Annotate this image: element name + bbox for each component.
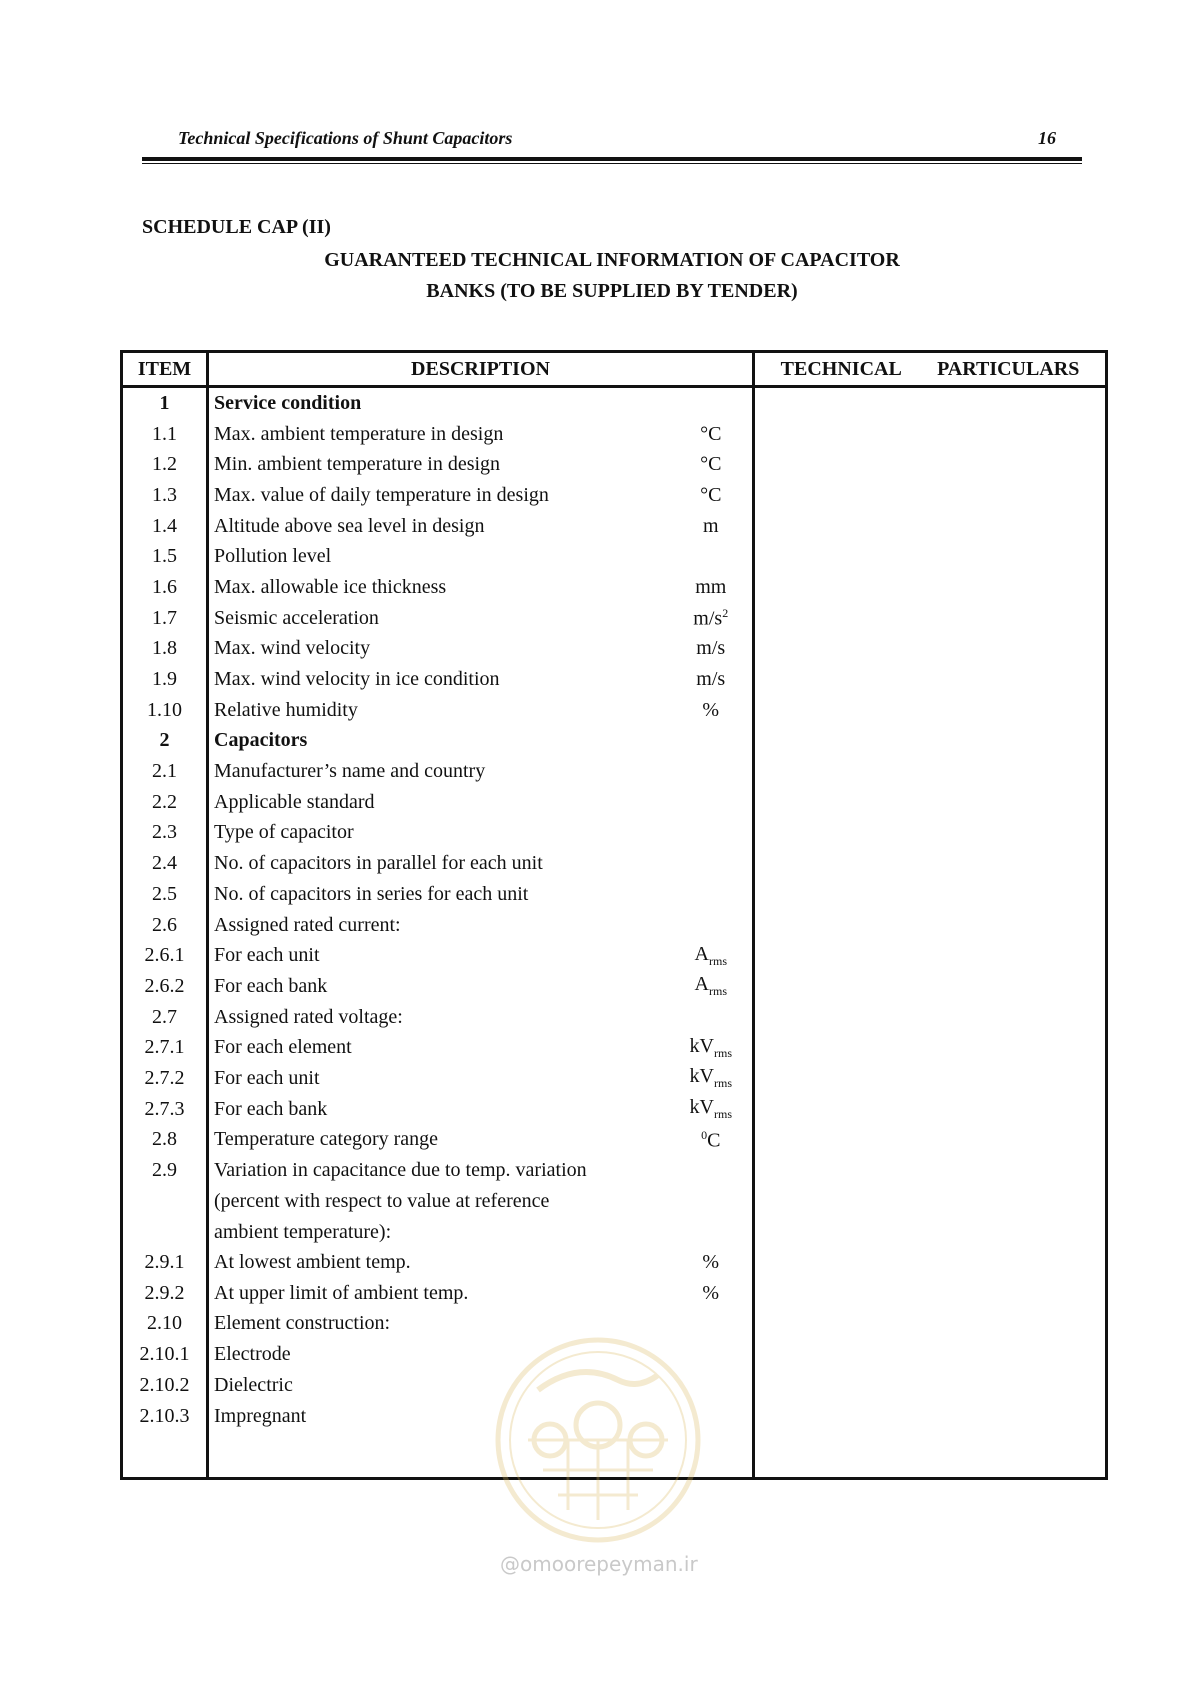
technical-particulars-cell[interactable]: [754, 756, 1107, 787]
item-number: 2.10: [122, 1309, 208, 1340]
item-description: For each bank: [208, 1094, 670, 1125]
table-row: [122, 1247, 1107, 1278]
table-row: [122, 726, 1107, 757]
item-description: Assigned rated voltage:: [208, 1002, 670, 1033]
title-line-1: GUARANTEED TECHNICAL INFORMATION OF CAPACITOR: [324, 249, 900, 271]
page-number: 16: [1038, 128, 1056, 148]
item-description: At lowest ambient temp.: [208, 1247, 670, 1278]
item-unit: [670, 1247, 754, 1278]
table-row: [122, 449, 1107, 480]
item-description: No. of capacitors in parallel for each unit: [208, 848, 670, 879]
technical-particulars-cell[interactable]: [754, 1247, 1107, 1278]
technical-particulars-cell[interactable]: [754, 511, 1107, 542]
item-number: 2.7.1: [122, 1032, 208, 1063]
table-row: [122, 1155, 1107, 1247]
unit-symbol: %: [702, 698, 720, 721]
item-description: For each element: [208, 1032, 670, 1063]
item-description: For each unit: [208, 1063, 670, 1094]
item-description: Max. wind velocity in ice condition: [208, 664, 670, 695]
item-description: Seismic acceleration: [208, 603, 670, 634]
item-description: Dielectric: [208, 1370, 670, 1401]
item-description: Pollution level: [208, 541, 670, 572]
item-description: Relative humidity: [208, 695, 670, 726]
item-number: 2.6.1: [122, 940, 208, 971]
table-row: [122, 664, 1107, 695]
item-unit: [670, 634, 754, 665]
description-line: Variation in capacitance due to temp. variation: [214, 1159, 587, 1182]
unit-subscript: rms: [708, 984, 727, 999]
item-unit: [670, 848, 754, 879]
unit-prefix-superscript: 0: [701, 1127, 708, 1142]
item-description: Assigned rated current:: [208, 910, 670, 941]
unit-subscript: rms: [713, 1045, 732, 1060]
item-unit: [670, 1032, 754, 1063]
technical-particulars-cell[interactable]: [754, 1094, 1107, 1125]
item-unit: [670, 971, 754, 1002]
item-number: 2.8: [122, 1125, 208, 1156]
item-number: 1.1: [122, 419, 208, 450]
item-unit: [670, 449, 754, 480]
item-description: Electrode: [208, 1339, 670, 1370]
unit-symbol: m/s: [693, 607, 723, 630]
technical-particulars-cell[interactable]: [754, 971, 1107, 1002]
item-description: Max. allowable ice thickness: [208, 572, 670, 603]
technical-particulars-cell[interactable]: [754, 879, 1107, 910]
technical-particulars-cell[interactable]: [754, 480, 1107, 511]
item-number: 1.9: [122, 664, 208, 695]
table-row: [122, 634, 1107, 665]
item-unit: [670, 664, 754, 695]
title-line-2: BANKS (TO BE SUPPLIED BY TENDER): [426, 280, 798, 302]
technical-particulars-cell[interactable]: [754, 1032, 1107, 1063]
table-header-row: [122, 352, 1107, 387]
watermark-logo: [488, 1330, 708, 1550]
item-number: 2.2: [122, 787, 208, 818]
technical-particulars-cell[interactable]: [754, 818, 1107, 849]
item-number: 2.10.3: [122, 1401, 208, 1432]
item-unit: [670, 787, 754, 818]
header-rule-thick: [142, 157, 1082, 161]
page-header: [142, 128, 1082, 150]
item-number: 2.9: [122, 1155, 208, 1247]
table-row: [122, 910, 1107, 941]
item-number: 1.4: [122, 511, 208, 542]
technical-particulars-cell[interactable]: [754, 634, 1107, 665]
unit-symbol: m/s: [696, 668, 726, 691]
item-unit: [670, 695, 754, 726]
unit-symbol: °C: [700, 422, 722, 445]
header-rule-thin: [142, 163, 1082, 164]
item-description: At upper limit of ambient temp.: [208, 1278, 670, 1309]
item-description: For each unit: [208, 940, 670, 971]
header-title: Technical Specifications of Shunt Capacitors: [178, 128, 513, 148]
unit-symbol: °C: [700, 453, 722, 476]
technical-particulars-cell[interactable]: [754, 1339, 1107, 1370]
technical-particulars-cell[interactable]: [754, 1370, 1107, 1401]
technical-particulars-cell[interactable]: [754, 387, 1107, 419]
item-unit: [670, 818, 754, 849]
specification-table: [120, 350, 1108, 1480]
table-body: [122, 387, 1107, 1479]
item-number: 2.9.2: [122, 1278, 208, 1309]
item-number: 1.5: [122, 541, 208, 572]
table-row: [122, 511, 1107, 542]
item-unit: [670, 480, 754, 511]
item-description: Temperature category range: [208, 1125, 670, 1156]
technical-particulars-cell[interactable]: [754, 726, 1107, 757]
item-number: 1.7: [122, 603, 208, 634]
unit-subscript: rms: [713, 1076, 732, 1091]
table-row: [122, 1094, 1107, 1125]
technical-particulars-cell[interactable]: [754, 695, 1107, 726]
item-description: Max. value of daily temperature in design: [208, 480, 670, 511]
table-row: [122, 971, 1107, 1002]
unit-symbol: kV: [689, 1034, 714, 1057]
table-row: [122, 756, 1107, 787]
item-description: No. of capacitors in series for each unit: [208, 879, 670, 910]
item-unit: [670, 879, 754, 910]
item-unit: [670, 940, 754, 971]
unit-symbol: m: [702, 514, 719, 537]
technical-particulars-cell[interactable]: [754, 1309, 1107, 1340]
item-description: Min. ambient temperature in design: [208, 449, 670, 480]
table-row: [122, 480, 1107, 511]
item-description: Impregnant: [208, 1401, 670, 1432]
item-description: Altitude above sea level in design: [208, 511, 670, 542]
technical-particulars-cell[interactable]: [754, 1125, 1107, 1156]
table-row: [122, 419, 1107, 450]
item-number: 2.1: [122, 756, 208, 787]
table-row: [122, 1063, 1107, 1094]
unit-subscript: rms: [708, 953, 727, 968]
description-line: ambient temperature):: [214, 1220, 392, 1243]
item-description: Element construction:: [208, 1309, 670, 1340]
unit-subscript: rms: [713, 1107, 732, 1122]
table-row: [122, 1278, 1107, 1309]
unit-symbol: m/s: [696, 637, 726, 660]
item-number: 2.9.1: [122, 1247, 208, 1278]
item-description: [208, 1155, 670, 1247]
technical-particulars-cell[interactable]: [754, 1155, 1107, 1247]
tech-header-word-1: TECHNICAL: [780, 357, 902, 380]
item-unit: [670, 1094, 754, 1125]
tech-header-word-2: PARTICULARS: [937, 357, 1080, 380]
table-row: [122, 695, 1107, 726]
item-number: 1.8: [122, 634, 208, 665]
item-description: Type of capacitor: [208, 818, 670, 849]
item-number: 1.6: [122, 572, 208, 603]
item-unit: [670, 1125, 754, 1156]
technical-particulars-cell[interactable]: [754, 541, 1107, 572]
technical-particulars-cell[interactable]: [754, 910, 1107, 941]
item-unit: [670, 1063, 754, 1094]
table-row: [122, 572, 1107, 603]
item-number: 2.7: [122, 1002, 208, 1033]
unit-superscript: 2: [722, 605, 729, 620]
item-number: 1.10: [122, 695, 208, 726]
item-unit: [670, 1002, 754, 1033]
table-row: [122, 848, 1107, 879]
unit-symbol: kV: [689, 1096, 714, 1119]
item-description: Service condition: [208, 387, 670, 419]
unit-symbol: °C: [700, 483, 722, 506]
item-description: Capacitors: [208, 726, 670, 757]
item-number: 1.2: [122, 449, 208, 480]
technical-particulars-cell[interactable]: [754, 664, 1107, 695]
table-row: [122, 879, 1107, 910]
item-number: 2.6.2: [122, 971, 208, 1002]
table-row: [122, 787, 1107, 818]
item-unit: [670, 511, 754, 542]
table-row: [122, 541, 1107, 572]
unit-symbol: mm: [695, 575, 727, 598]
item-unit: [670, 603, 754, 634]
column-header-item: ITEM: [122, 352, 208, 387]
item-unit: [670, 572, 754, 603]
item-number: 1: [122, 387, 208, 419]
item-unit: [670, 541, 754, 572]
technical-particulars-cell[interactable]: [754, 787, 1107, 818]
item-number: 2.6: [122, 910, 208, 941]
item-description: Max. wind velocity: [208, 634, 670, 665]
item-unit: [670, 387, 754, 419]
item-unit: [670, 1278, 754, 1309]
description-line: (percent with respect to value at reference: [214, 1189, 550, 1212]
table-row: [122, 603, 1107, 634]
item-number: 2.10.1: [122, 1339, 208, 1370]
item-number: 2.4: [122, 848, 208, 879]
item-number: 2.3: [122, 818, 208, 849]
item-unit: [670, 756, 754, 787]
item-unit: [670, 419, 754, 450]
column-header-description: DESCRIPTION: [208, 352, 754, 387]
table-row: [122, 1125, 1107, 1156]
technical-particulars-cell[interactable]: [754, 603, 1107, 634]
table-row: [122, 818, 1107, 849]
item-number: 2.7.2: [122, 1063, 208, 1094]
item-number: 2.7.3: [122, 1094, 208, 1125]
technical-particulars-cell[interactable]: [754, 1063, 1107, 1094]
technical-particulars-cell[interactable]: [754, 419, 1107, 450]
technical-particulars-cell[interactable]: [754, 572, 1107, 603]
watermark-url: @omoorepeyman.ir: [500, 1552, 698, 1576]
item-description: Max. ambient temperature in design: [208, 419, 670, 450]
item-number: 2.10.2: [122, 1370, 208, 1401]
unit-symbol: A: [694, 942, 709, 965]
table-row: [122, 940, 1107, 971]
item-description: For each bank: [208, 971, 670, 1002]
item-number: 2.5: [122, 879, 208, 910]
item-number: 2: [122, 726, 208, 757]
table-row: [122, 1032, 1107, 1063]
schedule-label: SCHEDULE CAP (II): [142, 216, 331, 238]
item-description: Manufacturer’s name and country: [208, 756, 670, 787]
unit-symbol: %: [702, 1281, 720, 1304]
item-number: 1.3: [122, 480, 208, 511]
table-row: [122, 387, 1107, 419]
item-unit: [670, 726, 754, 757]
column-header-technical-particulars: [754, 352, 1107, 387]
empty-cell: [122, 1431, 208, 1479]
technical-particulars-cell[interactable]: [754, 1002, 1107, 1033]
unit-symbol: A: [694, 973, 709, 996]
unit-symbol: C: [707, 1129, 721, 1152]
technical-particulars-cell[interactable]: [754, 1278, 1107, 1309]
document-title: [142, 245, 1082, 307]
item-unit: [670, 910, 754, 941]
empty-cell: [754, 1431, 1107, 1479]
item-unit: [670, 1155, 754, 1247]
table-row: [122, 1002, 1107, 1033]
technical-particulars-cell[interactable]: [754, 848, 1107, 879]
technical-particulars-cell[interactable]: [754, 940, 1107, 971]
technical-particulars-cell[interactable]: [754, 449, 1107, 480]
technical-particulars-cell[interactable]: [754, 1401, 1107, 1432]
item-description: Applicable standard: [208, 787, 670, 818]
unit-symbol: %: [702, 1251, 720, 1274]
unit-symbol: kV: [689, 1065, 714, 1088]
